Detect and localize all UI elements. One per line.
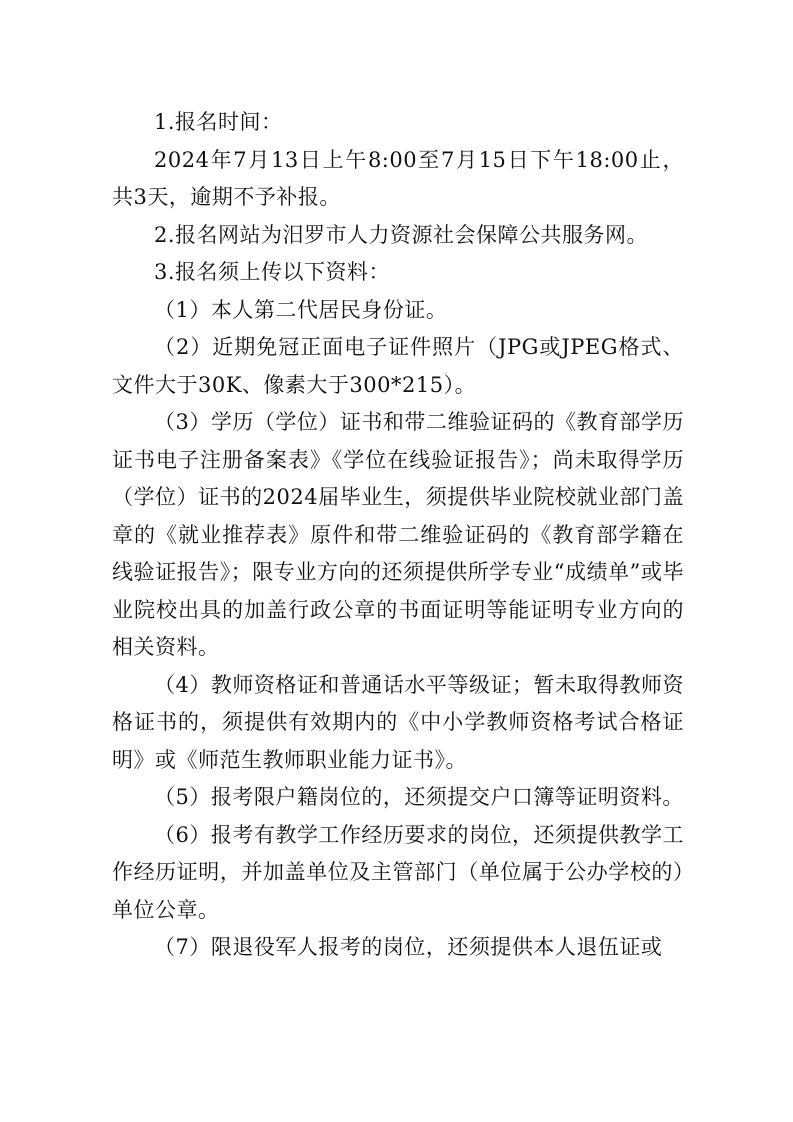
registration-website: 2.报名网站为汨罗市人力资源社会保障公共服务网。 [154, 222, 649, 247]
material-item-6: （6）报考有教学工作经历要求的岗位，还须提供教学工作经历证明，并加盖单位及主管部门（单位属于公办学校的）单位公章。 [112, 822, 684, 922]
material-item-4: （4）教师资格证和普通话水平等级证；暂未取得教师资格证书的，须提供有效期内的《中小学教师资格考试合格证明》或《师范生教师职业能力证书》。 [112, 672, 684, 772]
heading-required-materials: 3.报名须上传以下资料： [154, 260, 391, 284]
material-item-1: （1）本人第二代居民身份证。 [154, 297, 448, 322]
heading-registration-time: 1.报名时间： [154, 110, 283, 134]
document-body [112, 104, 684, 967]
material-item-7: （7）限退役军人报考的岗位，还须提供本人退伍证或 [154, 935, 663, 959]
material-item-3: （3）学历（学位）证书和带二维验证码的《教育部学历证书电子注册备案表》《学位在线验证报告》；尚未取得学历（学位）证书的2024届毕业生，须提供毕业院校就业部门盖章的《就业推荐表》原件和带二维验证码的《教育部学籍在线验证报告》；限专业方向的还须提供所学专业“成绩单”或毕业院校出具的加盖行政公章的书面证明等能证明专业方向的相关资料。 [112, 410, 684, 659]
registration-period: 2024年7月13日上午8:00至7月15日下午18:00止，共3天，逾期不予补报。 [112, 147, 684, 209]
material-item-2: （2）近期免冠正面电子证件照片（JPG或JPEG格式、文件大于30K、像素大于300*215）。 [112, 335, 684, 397]
material-item-5: （5）报考限户籍岗位的，还须提交户口簿等证明资料。 [154, 785, 684, 809]
